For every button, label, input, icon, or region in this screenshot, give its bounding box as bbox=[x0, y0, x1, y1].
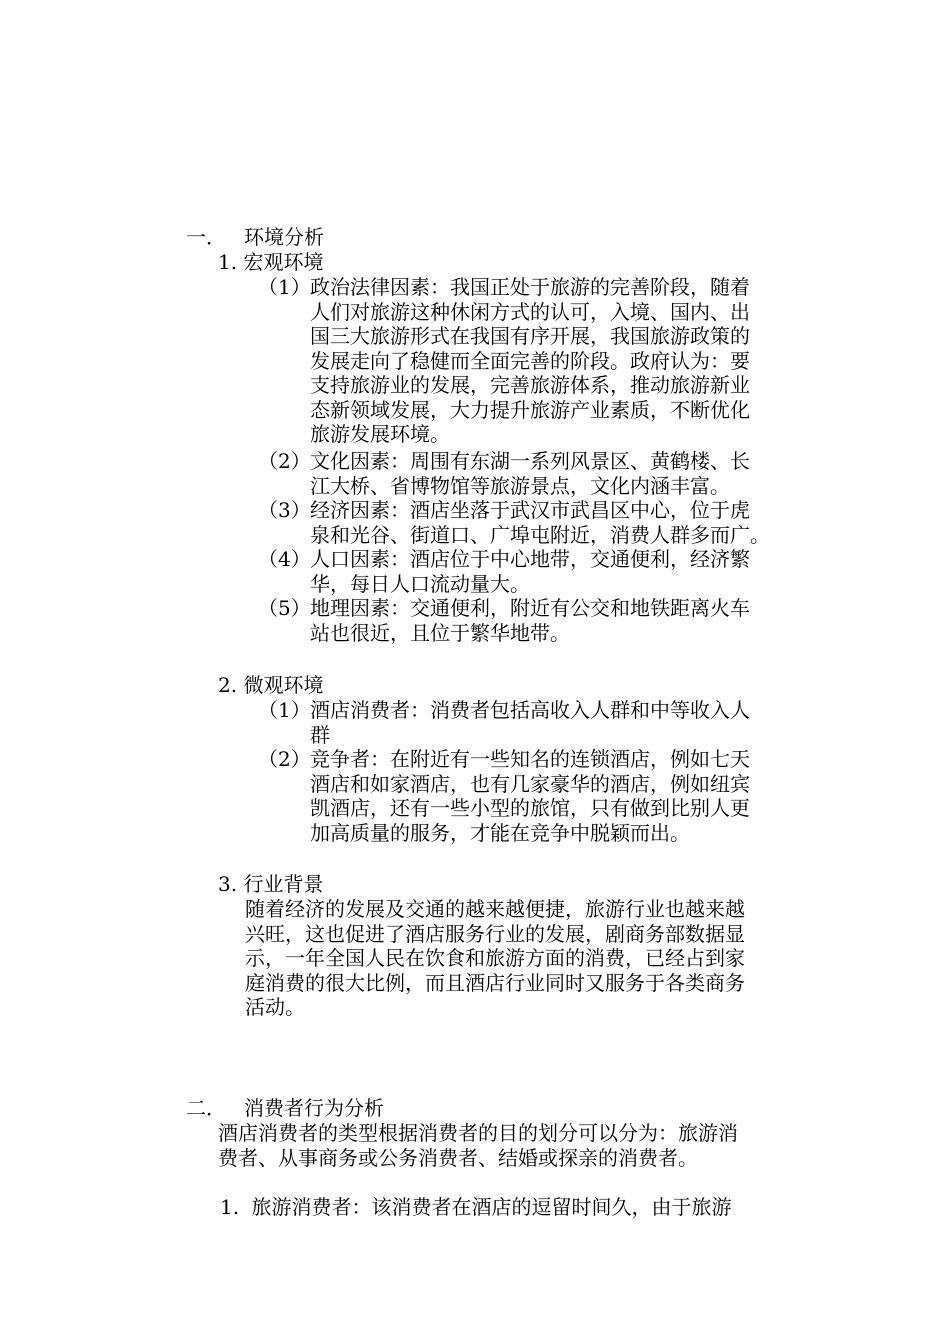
line: 示，一年全国人民在饮食和旅游方面的消费，已经占到家 bbox=[245, 946, 745, 970]
micro-item-1-number: （1） bbox=[258, 698, 311, 722]
macro-item-3-text bbox=[310, 498, 818, 547]
macro-item-5 bbox=[258, 596, 818, 645]
line: 支持旅游业的发展，完善旅游体系，推动旅游新业 bbox=[310, 373, 750, 397]
line: 竞争者：在附近有一些知名的连锁酒店，例如七天 bbox=[310, 747, 750, 771]
macro-item-5-number: （5） bbox=[258, 596, 311, 620]
line: 发展走向了稳健而全面完善的阶段。政府认为：要 bbox=[310, 348, 750, 373]
line: 泉和光谷、街道口、广埠屯附近，消费人群多而广。 bbox=[310, 522, 770, 547]
micro-item-1 bbox=[258, 698, 818, 747]
macro-item-4 bbox=[258, 547, 818, 596]
macro-item-3 bbox=[258, 498, 818, 547]
line: 随着经济的发展及交通的越来越便捷，旅游行业也越来越 bbox=[245, 897, 745, 921]
macro-item-2-number: （2） bbox=[258, 449, 311, 473]
consumer-item-1-text: 旅游消费者：该消费者在酒店的逗留时间久，由于旅游 bbox=[251, 1195, 732, 1219]
line: 兴旺，这也促进了酒店服务行业的发展，剧商务部数据显 bbox=[245, 921, 745, 946]
line: 人口因素：酒店位于中心地带，交通便利，经济繁 bbox=[310, 547, 750, 571]
consumer-item-1 bbox=[220, 1195, 731, 1220]
section-2-number: 二． bbox=[186, 1096, 226, 1120]
line: 江大桥、省博物馆等旅游景点，文化内涵丰富。 bbox=[310, 473, 730, 498]
macro-item-1-text bbox=[310, 275, 818, 447]
line: 经济因素：酒店坐落于武汉市武昌区中心，位于虎 bbox=[310, 498, 750, 522]
subsection-2-title: 微观环境 bbox=[243, 673, 324, 697]
section-2-title: 消费者行为分析 bbox=[244, 1096, 384, 1120]
macro-item-4-number: （4） bbox=[258, 547, 311, 571]
macro-item-2-text bbox=[310, 449, 818, 498]
section-1-title: 环境分析 bbox=[244, 225, 324, 249]
macro-item-5-text bbox=[310, 596, 818, 645]
line: 旅游发展环境。 bbox=[310, 422, 450, 446]
line: 群 bbox=[310, 722, 330, 747]
line: 庭消费的很大比例，而且酒店行业同时又服务于各类商务 bbox=[245, 970, 745, 995]
line: 酒店消费者：消费者包括高收入人群和中等收入人 bbox=[310, 698, 750, 722]
macro-item-3-number: （3） bbox=[258, 498, 311, 522]
line: 酒店消费者的类型根据消费者的目的划分可以分为：旅游消 bbox=[218, 1121, 738, 1145]
line: 费者、从事商务或公务消费者、结婚或探亲的消费者。 bbox=[218, 1145, 698, 1170]
line: 人们对旅游这种休闲方式的认可，入境、国内、出 bbox=[310, 299, 750, 324]
micro-item-2-text bbox=[310, 747, 818, 845]
macro-item-2 bbox=[258, 449, 818, 498]
line: 华，每日人口流动量大。 bbox=[310, 571, 530, 596]
line: 站也很近，且位于繁华地带。 bbox=[310, 620, 570, 645]
macro-item-4-text bbox=[310, 547, 818, 596]
industry-background-paragraph bbox=[245, 897, 845, 1020]
line: 凯酒店，还有一些小型的旅馆，只有做到比别人更 bbox=[310, 796, 750, 820]
consumer-intro-paragraph bbox=[218, 1121, 818, 1170]
subsection-3-number: 3. bbox=[218, 872, 238, 896]
section-1-number: 一． bbox=[186, 225, 226, 249]
macro-item-1 bbox=[258, 275, 818, 447]
subsection-1-number: 1. bbox=[218, 250, 238, 274]
subsection-2-heading bbox=[218, 673, 323, 698]
micro-item-2 bbox=[258, 747, 818, 845]
micro-item-2-number: （2） bbox=[258, 747, 311, 771]
section-1-heading bbox=[186, 225, 324, 250]
consumer-item-1-number: 1. bbox=[220, 1195, 240, 1219]
line: 酒店和如家酒店，也有几家豪华的酒店，例如纽宾 bbox=[310, 771, 750, 796]
subsection-1-heading bbox=[218, 250, 323, 275]
subsection-3-title: 行业背景 bbox=[243, 872, 324, 896]
macro-item-1-number: （1） bbox=[258, 275, 311, 299]
line: 文化因素：周围有东湖一系列风景区、黄鹤楼、长 bbox=[310, 449, 750, 473]
section-2-heading bbox=[186, 1096, 384, 1121]
micro-item-1-text bbox=[310, 698, 818, 747]
line: 态新领域发展，大力提升旅游产业素质，不断优化 bbox=[310, 397, 750, 422]
subsection-1-title: 宏观环境 bbox=[243, 250, 324, 274]
line: 地理因素：交通便利，附近有公交和地铁距离火车 bbox=[310, 596, 750, 620]
subsection-2-number: 2. bbox=[218, 673, 238, 697]
line: 政治法律因素：我国正处于旅游的完善阶段，随着 bbox=[310, 275, 750, 299]
subsection-3-heading bbox=[218, 872, 323, 897]
line: 活动。 bbox=[245, 995, 305, 1019]
line: 国三大旅游形式在我国有序开展，我国旅游政策的 bbox=[310, 324, 750, 348]
line: 加高质量的服务，才能在竞争中脱颖而出。 bbox=[310, 820, 690, 845]
